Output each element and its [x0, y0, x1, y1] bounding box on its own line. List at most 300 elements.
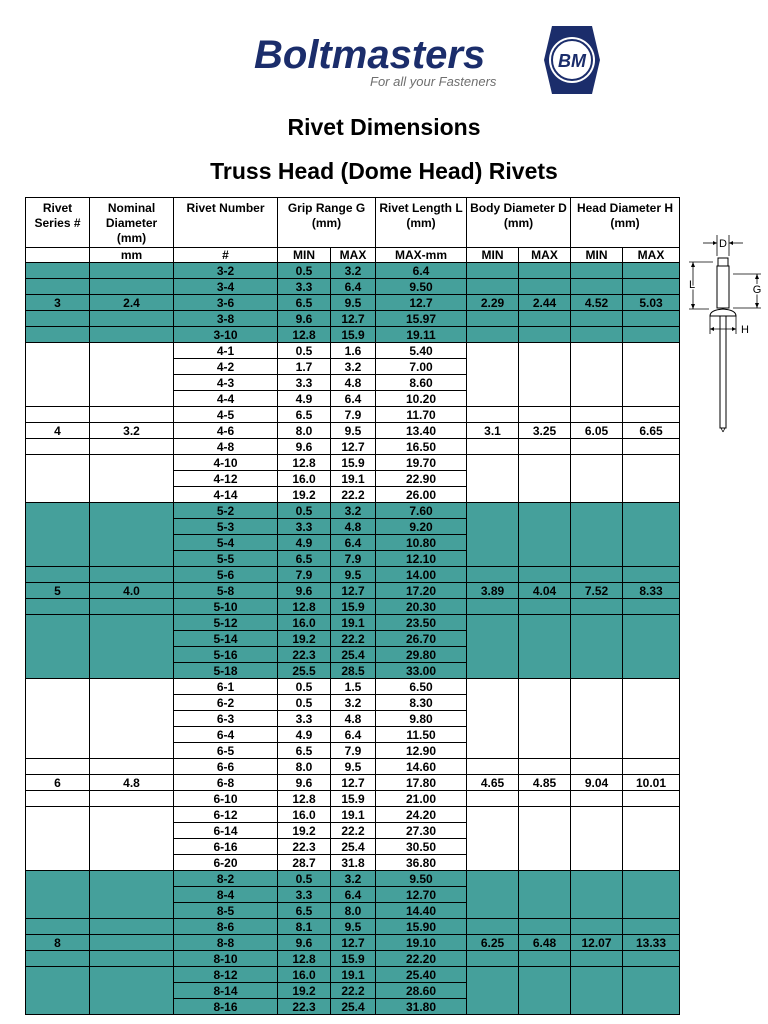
rivet-length-cell: 21.00 — [376, 791, 467, 807]
head-min-cell — [571, 567, 623, 583]
body-max-cell — [519, 455, 571, 471]
grip-min-cell: 12.8 — [278, 327, 331, 343]
rivet-length-cell: 7.00 — [376, 359, 467, 375]
table-row — [26, 471, 680, 487]
diameter-cell — [90, 791, 174, 807]
grip-max-cell: 25.4 — [331, 647, 376, 663]
head-max-cell — [623, 535, 680, 551]
head-max-cell — [623, 615, 680, 631]
head-min-cell — [571, 695, 623, 711]
series-cell: 8 — [26, 935, 90, 951]
diameter-cell — [90, 567, 174, 583]
diameter-cell — [90, 951, 174, 967]
grip-min-cell: 12.8 — [278, 599, 331, 615]
body-min-cell — [467, 487, 519, 503]
head-max-cell — [623, 903, 680, 919]
table-row — [26, 615, 680, 631]
head-min-cell — [571, 391, 623, 407]
series-cell — [26, 407, 90, 423]
grip-min-cell: 22.3 — [278, 839, 331, 855]
grip-max-cell: 9.5 — [331, 295, 376, 311]
diameter-cell — [90, 375, 174, 391]
header-nominal-diameter: Nominal Diameter (mm) — [90, 198, 174, 248]
rivet-number-cell: 5-8 — [174, 583, 278, 599]
rivet-number-cell: 4-2 — [174, 359, 278, 375]
head-max-cell — [623, 487, 680, 503]
rivet-number-cell: 8-2 — [174, 871, 278, 887]
head-max-cell — [623, 695, 680, 711]
rivet-number-cell: 6-5 — [174, 743, 278, 759]
unit-cell: MAX — [331, 248, 376, 263]
rivet-length-cell: 33.00 — [376, 663, 467, 679]
body-max-cell — [519, 279, 571, 295]
head-min-cell — [571, 407, 623, 423]
body-min-cell — [467, 455, 519, 471]
table-row — [26, 311, 680, 327]
body-max-cell — [519, 615, 571, 631]
header-body-diameter: Body Diameter D (mm) — [467, 198, 571, 248]
body-max-cell — [519, 727, 571, 743]
grip-min-cell: 0.5 — [278, 695, 331, 711]
table-row — [26, 407, 680, 423]
rivet-number-cell: 8-5 — [174, 903, 278, 919]
body-max-cell — [519, 551, 571, 567]
grip-min-cell: 22.3 — [278, 647, 331, 663]
body-min-cell — [467, 743, 519, 759]
grip-min-cell: 6.5 — [278, 407, 331, 423]
head-max-cell — [623, 263, 680, 279]
diameter-cell — [90, 999, 174, 1015]
rivet-length-cell: 12.10 — [376, 551, 467, 567]
diameter-cell — [90, 663, 174, 679]
diameter-cell — [90, 807, 174, 823]
rivet-number-cell: 4-5 — [174, 407, 278, 423]
diameter-cell — [90, 519, 174, 535]
head-max-cell — [623, 279, 680, 295]
grip-max-cell: 9.5 — [331, 423, 376, 439]
series-cell — [26, 759, 90, 775]
grip-min-cell: 8.0 — [278, 423, 331, 439]
grip-max-cell: 4.8 — [331, 519, 376, 535]
table-row — [26, 983, 680, 999]
rivet-number-cell: 8-12 — [174, 967, 278, 983]
grip-min-cell: 6.5 — [278, 551, 331, 567]
rivet-length-cell: 28.60 — [376, 983, 467, 999]
rivet-length-cell: 17.20 — [376, 583, 467, 599]
diameter-cell — [90, 359, 174, 375]
body-max-cell — [519, 535, 571, 551]
rivet-number-cell: 3-2 — [174, 263, 278, 279]
head-max-cell — [623, 647, 680, 663]
table-row — [26, 871, 680, 887]
head-min-cell — [571, 519, 623, 535]
grip-max-cell: 12.7 — [331, 439, 376, 455]
head-max-cell — [623, 359, 680, 375]
head-max-cell — [623, 711, 680, 727]
brand-name: Boltmasters — [254, 33, 486, 77]
diameter-cell — [90, 983, 174, 999]
body-min-cell — [467, 791, 519, 807]
rivet-length-cell: 25.40 — [376, 967, 467, 983]
grip-max-cell: 12.7 — [331, 935, 376, 951]
head-min-cell — [571, 903, 623, 919]
grip-max-cell: 8.0 — [331, 903, 376, 919]
table-row — [26, 375, 680, 391]
body-max-cell — [519, 967, 571, 983]
head-min-cell — [571, 711, 623, 727]
table-row — [26, 279, 680, 295]
diameter-cell — [90, 887, 174, 903]
table-row — [26, 951, 680, 967]
grip-min-cell: 3.3 — [278, 375, 331, 391]
body-min-cell: 6.25 — [467, 935, 519, 951]
grip-max-cell: 28.5 — [331, 663, 376, 679]
grip-min-cell: 7.9 — [278, 567, 331, 583]
grip-max-cell: 1.6 — [331, 343, 376, 359]
grip-min-cell: 0.5 — [278, 343, 331, 359]
diameter-cell — [90, 839, 174, 855]
head-max-cell — [623, 407, 680, 423]
head-min-cell — [571, 855, 623, 871]
body-min-cell — [467, 759, 519, 775]
series-cell — [26, 807, 90, 823]
head-max-cell — [623, 887, 680, 903]
body-min-cell — [467, 615, 519, 631]
series-cell — [26, 439, 90, 455]
grip-max-cell: 9.5 — [331, 759, 376, 775]
head-max-cell — [623, 855, 680, 871]
grip-max-cell: 3.2 — [331, 263, 376, 279]
body-max-cell: 2.44 — [519, 295, 571, 311]
body-min-cell — [467, 839, 519, 855]
body-max-cell — [519, 679, 571, 695]
body-max-cell — [519, 695, 571, 711]
series-cell — [26, 519, 90, 535]
head-max-cell — [623, 759, 680, 775]
body-max-cell — [519, 631, 571, 647]
table-row — [26, 679, 680, 695]
table-row — [26, 903, 680, 919]
body-min-cell — [467, 967, 519, 983]
grip-max-cell: 3.2 — [331, 695, 376, 711]
rivet-number-cell: 3-10 — [174, 327, 278, 343]
body-min-cell — [467, 711, 519, 727]
diameter-cell — [90, 647, 174, 663]
grip-min-cell: 19.2 — [278, 631, 331, 647]
head-min-cell — [571, 263, 623, 279]
diameter-cell — [90, 535, 174, 551]
rivet-number-cell: 8-4 — [174, 887, 278, 903]
head-min-cell — [571, 311, 623, 327]
series-cell — [26, 551, 90, 567]
body-min-cell — [467, 375, 519, 391]
grip-min-cell: 22.3 — [278, 999, 331, 1015]
series-cell — [26, 503, 90, 519]
table-row — [26, 727, 680, 743]
rivet-length-cell: 9.50 — [376, 871, 467, 887]
series-cell — [26, 903, 90, 919]
diameter-cell — [90, 327, 174, 343]
rivet-length-cell: 9.80 — [376, 711, 467, 727]
grip-max-cell: 19.1 — [331, 807, 376, 823]
rivet-length-cell: 10.80 — [376, 535, 467, 551]
unit-cell: MIN — [571, 248, 623, 263]
body-min-cell — [467, 999, 519, 1015]
series-cell — [26, 951, 90, 967]
rivet-number-cell: 6-12 — [174, 807, 278, 823]
head-max-cell: 10.01 — [623, 775, 680, 791]
table-row — [26, 263, 680, 279]
rivet-length-cell: 11.50 — [376, 727, 467, 743]
table-row — [26, 567, 680, 583]
head-max-cell — [623, 807, 680, 823]
diameter-cell — [90, 279, 174, 295]
grip-max-cell: 22.2 — [331, 983, 376, 999]
bm-hexagon-badge — [544, 26, 600, 94]
diameter-cell — [90, 855, 174, 871]
body-max-cell — [519, 839, 571, 855]
grip-min-cell: 8.0 — [278, 759, 331, 775]
body-max-cell — [519, 823, 571, 839]
diameter-cell — [90, 679, 174, 695]
table-row — [26, 343, 680, 359]
grip-min-cell: 3.3 — [278, 711, 331, 727]
diameter-cell — [90, 263, 174, 279]
diameter-cell — [90, 407, 174, 423]
head-max-cell — [623, 951, 680, 967]
table-row — [26, 359, 680, 375]
body-min-cell — [467, 327, 519, 343]
head-max-cell — [623, 519, 680, 535]
table-row — [26, 823, 680, 839]
head-min-cell — [571, 871, 623, 887]
rivet-number-cell: 6-4 — [174, 727, 278, 743]
head-max-cell — [623, 327, 680, 343]
rivet-length-cell: 6.4 — [376, 263, 467, 279]
body-max-cell — [519, 743, 571, 759]
table-row — [26, 775, 680, 791]
body-max-cell — [519, 599, 571, 615]
body-min-cell — [467, 439, 519, 455]
rivet-number-cell: 5-3 — [174, 519, 278, 535]
label-l: L — [688, 279, 696, 291]
head-max-cell — [623, 343, 680, 359]
body-min-cell — [467, 951, 519, 967]
rivet-length-cell: 13.40 — [376, 423, 467, 439]
rivet-number-cell: 5-4 — [174, 535, 278, 551]
body-max-cell — [519, 519, 571, 535]
table-row — [26, 391, 680, 407]
series-cell — [26, 375, 90, 391]
grip-min-cell: 6.5 — [278, 295, 331, 311]
head-max-cell — [623, 631, 680, 647]
rivet-length-cell: 11.70 — [376, 407, 467, 423]
diameter-cell — [90, 471, 174, 487]
body-min-cell — [467, 823, 519, 839]
head-max-cell — [623, 455, 680, 471]
rivet-number-cell: 6-10 — [174, 791, 278, 807]
unit-cell: MAX-mm — [376, 248, 467, 263]
table-row — [26, 647, 680, 663]
table-row — [26, 791, 680, 807]
grip-max-cell: 6.4 — [331, 535, 376, 551]
head-max-cell — [623, 999, 680, 1015]
body-max-cell — [519, 327, 571, 343]
body-min-cell — [467, 679, 519, 695]
head-max-cell: 13.33 — [623, 935, 680, 951]
head-min-cell — [571, 343, 623, 359]
head-min-cell — [571, 455, 623, 471]
grip-min-cell: 3.3 — [278, 519, 331, 535]
grip-max-cell: 15.9 — [331, 951, 376, 967]
body-max-cell — [519, 407, 571, 423]
diameter-cell — [90, 391, 174, 407]
head-min-cell — [571, 967, 623, 983]
rivet-number-cell: 8-8 — [174, 935, 278, 951]
diameter-cell: 4.8 — [90, 775, 174, 791]
rivet-length-cell: 12.70 — [376, 887, 467, 903]
grip-max-cell: 22.2 — [331, 823, 376, 839]
body-max-cell — [519, 391, 571, 407]
body-max-cell: 4.85 — [519, 775, 571, 791]
rivet-number-cell: 8-10 — [174, 951, 278, 967]
grip-min-cell: 12.8 — [278, 951, 331, 967]
diameter-cell — [90, 871, 174, 887]
grip-max-cell: 15.9 — [331, 455, 376, 471]
diameter-cell — [90, 759, 174, 775]
head-max-cell — [623, 375, 680, 391]
rivet-length-cell: 7.60 — [376, 503, 467, 519]
head-max-cell — [623, 679, 680, 695]
head-min-cell — [571, 679, 623, 695]
table-row — [26, 519, 680, 535]
rivet-length-cell: 20.30 — [376, 599, 467, 615]
rivet-number-cell: 4-1 — [174, 343, 278, 359]
header-rivet-number: Rivet Number — [174, 198, 278, 248]
rivet-length-cell: 36.80 — [376, 855, 467, 871]
head-max-cell — [623, 391, 680, 407]
diameter-cell — [90, 743, 174, 759]
rivet-number-cell: 4-14 — [174, 487, 278, 503]
grip-max-cell: 9.5 — [331, 567, 376, 583]
body-min-cell — [467, 631, 519, 647]
series-cell — [26, 887, 90, 903]
rivet-number-cell: 4-4 — [174, 391, 278, 407]
body-min-cell — [467, 647, 519, 663]
rivet-length-cell: 8.60 — [376, 375, 467, 391]
series-cell — [26, 599, 90, 615]
rivet-length-cell: 26.70 — [376, 631, 467, 647]
diameter-cell — [90, 487, 174, 503]
rivet-number-cell: 5-12 — [174, 615, 278, 631]
body-max-cell: 4.04 — [519, 583, 571, 599]
grip-min-cell: 1.7 — [278, 359, 331, 375]
rivet-dimensions-table — [25, 197, 680, 1015]
grip-max-cell: 6.4 — [331, 887, 376, 903]
body-max-cell — [519, 503, 571, 519]
series-cell — [26, 471, 90, 487]
body-max-cell — [519, 855, 571, 871]
grip-min-cell: 16.0 — [278, 967, 331, 983]
grip-max-cell: 7.9 — [331, 551, 376, 567]
grip-max-cell: 22.2 — [331, 631, 376, 647]
head-min-cell — [571, 487, 623, 503]
diameter-cell — [90, 455, 174, 471]
grip-max-cell: 19.1 — [331, 967, 376, 983]
table-row — [26, 999, 680, 1015]
label-d: D — [719, 238, 727, 250]
series-cell — [26, 871, 90, 887]
series-cell — [26, 695, 90, 711]
grip-min-cell: 8.1 — [278, 919, 331, 935]
series-cell — [26, 567, 90, 583]
grip-max-cell: 7.9 — [331, 407, 376, 423]
head-min-cell — [571, 759, 623, 775]
grip-min-cell: 19.2 — [278, 983, 331, 999]
head-max-cell — [623, 983, 680, 999]
body-max-cell — [519, 311, 571, 327]
body-max-cell — [519, 487, 571, 503]
grip-min-cell: 19.2 — [278, 487, 331, 503]
grip-min-cell: 25.5 — [278, 663, 331, 679]
head-min-cell — [571, 983, 623, 999]
diameter-cell — [90, 919, 174, 935]
rivet-number-cell: 5-10 — [174, 599, 278, 615]
unit-cell: # — [174, 248, 278, 263]
body-max-cell — [519, 567, 571, 583]
rivet-length-cell: 19.11 — [376, 327, 467, 343]
grip-max-cell: 19.1 — [331, 471, 376, 487]
diameter-cell — [90, 935, 174, 951]
head-min-cell — [571, 663, 623, 679]
diameter-cell — [90, 551, 174, 567]
grip-max-cell: 3.2 — [331, 503, 376, 519]
head-min-cell — [571, 535, 623, 551]
grip-max-cell: 3.2 — [331, 871, 376, 887]
body-min-cell — [467, 903, 519, 919]
grip-min-cell: 3.3 — [278, 279, 331, 295]
series-cell — [26, 391, 90, 407]
head-min-cell: 4.52 — [571, 295, 623, 311]
header-head-diameter: Head Diameter H (mm) — [571, 198, 680, 248]
head-min-cell — [571, 503, 623, 519]
rivet-length-cell: 26.00 — [376, 487, 467, 503]
diameter-cell — [90, 615, 174, 631]
rivet-length-cell: 31.80 — [376, 999, 467, 1015]
grip-min-cell: 9.6 — [278, 311, 331, 327]
series-cell — [26, 727, 90, 743]
rivet-length-cell: 14.60 — [376, 759, 467, 775]
grip-max-cell: 22.2 — [331, 487, 376, 503]
head-max-cell — [623, 471, 680, 487]
label-h: H — [741, 324, 749, 336]
grip-min-cell: 4.9 — [278, 535, 331, 551]
body-max-cell — [519, 919, 571, 935]
grip-max-cell: 6.4 — [331, 391, 376, 407]
grip-max-cell: 4.8 — [331, 711, 376, 727]
body-min-cell: 3.89 — [467, 583, 519, 599]
body-min-cell — [467, 263, 519, 279]
rivet-number-cell: 6-16 — [174, 839, 278, 855]
head-max-cell — [623, 791, 680, 807]
table-row — [26, 711, 680, 727]
rivet-length-cell: 17.80 — [376, 775, 467, 791]
series-cell — [26, 343, 90, 359]
rivet-length-cell: 5.40 — [376, 343, 467, 359]
table-row — [26, 423, 680, 439]
table-body — [26, 263, 680, 1015]
body-max-cell — [519, 807, 571, 823]
